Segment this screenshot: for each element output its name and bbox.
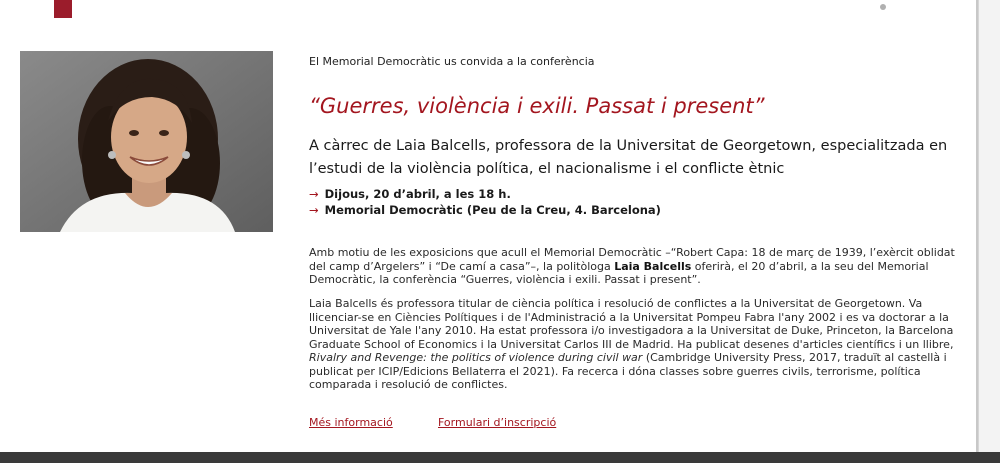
intro-text-2: oferirà, el 20 d’abril, a la seu del Memorial Democràtic, la conferència “Guerres, violència i exili. Passat i present”. [309, 259, 929, 286]
arrow-right-icon: → [309, 203, 319, 217]
scrollbar[interactable] [978, 0, 1000, 452]
conference-title: “Guerres, violència i exili. Passat i present” [309, 94, 765, 118]
more-info-link[interactable]: Més informació [309, 416, 393, 429]
book-title: Rivalry and Revenge: the politics of violence during civil war [309, 351, 643, 364]
speaker-portrait-image [20, 51, 273, 232]
bio-text-1: Laia Balcells és professora titular de ciència política i resolució de conflictes a la Universitat de Georgetown. Va llicenciar-se en Ciències Polítiques i de l'Administració a la Universitat Pompeu Fabra l'any 2002 i es va doctorar a la Universitat de Yale l'any 2010. Ha estat professora i/o investigadora a la Universitat de Duke, Princeton, la Barcelona Graduate School of Economics i la Universitat Carlos III de Madrid. Ha publicat desenes d'articles científics i un llibre, [309, 297, 954, 351]
intro-paragraph [309, 246, 959, 287]
speaker-name: Laia Balcells [614, 259, 692, 273]
conference-subtitle: A càrrec de Laia Balcells, professora de la Universitat de Georgetown, especialitzada en l’estudi de la violència política, el nacionalisme i el conflicte ètnic [309, 138, 948, 177]
window-control-dot [880, 4, 886, 10]
event-date [309, 187, 511, 201]
invite-text: El Memorial Democràtic us convida a la conferència [309, 55, 595, 68]
event-location-text: Memorial Democràtic (Peu de la Creu, 4. Barcelona) [324, 203, 661, 217]
arrow-right-icon: → [309, 187, 319, 201]
event-location [309, 203, 661, 217]
intro-text-1: Amb motiu de les exposicions que acull el Memorial Democràtic –“Robert Capa: 18 de març de 1939, l’exèrcit oblidat del camp d’Argelers” i “De camí a casa”–, la politòloga [309, 246, 955, 273]
bio-text-2: (Cambridge University Press, 2017, traduït al castellà i publicat per ICIP/Edicions Bellaterra el 2021). Fa recerca i dóna classes sobre guerres civils, terrorisme, política comparada i resolució de conflictes. [309, 351, 947, 391]
event-date-text: Dijous, 20 d’abril, a les 18 h. [324, 187, 511, 201]
bio-paragraph [309, 297, 959, 392]
speaker-photo [20, 51, 273, 232]
registration-form-link[interactable]: Formulari d’inscripció [438, 416, 557, 429]
brand-tab [54, 0, 72, 18]
